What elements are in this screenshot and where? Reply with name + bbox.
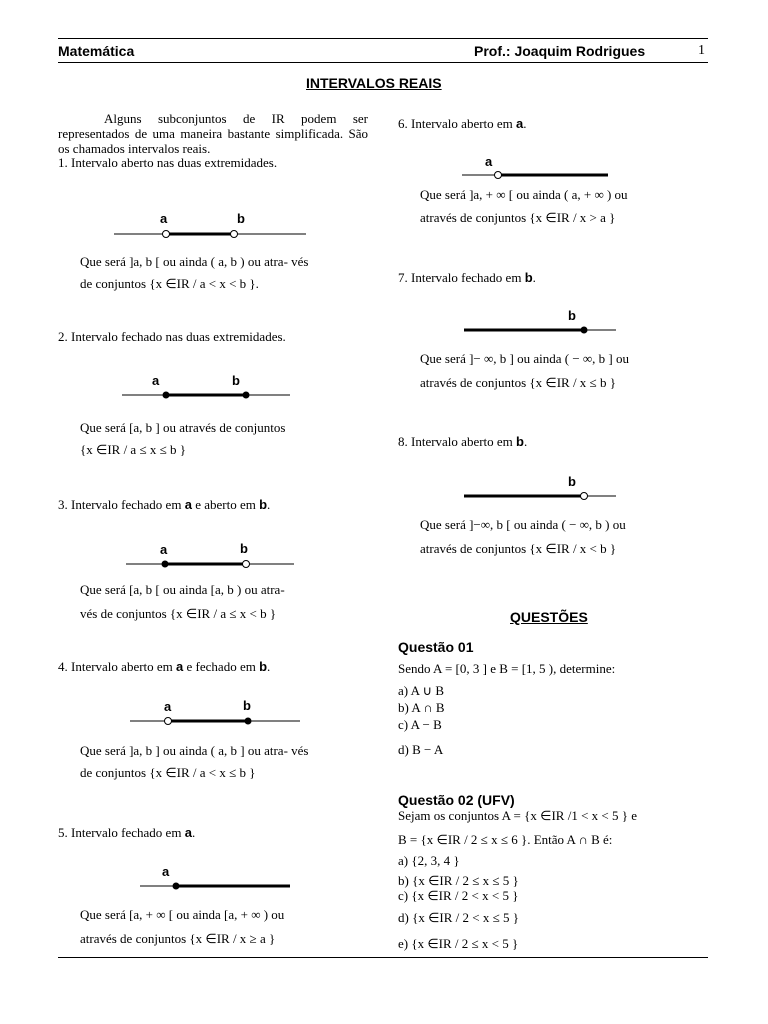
item6-number-line [458, 152, 658, 186]
question1-stem: Sendo A = [0, 3 ] e B = [1, 5 ), determine: [398, 661, 616, 676]
item4-heading: 4. Intervalo aberto em a e fechado em b. [58, 659, 271, 674]
item2-line2: {x ∈IR / a ≤ x ≤ b } [80, 442, 186, 457]
question1-option-d: d) B − A [398, 742, 444, 757]
item5-heading: 5. Intervalo fechado em a. [58, 825, 196, 840]
item2-number-line [118, 372, 318, 406]
question2-stem-line1: Sejam os conjuntos A = {x ∈IR /1 < x < 5 } e [398, 808, 637, 823]
question1-option-c: c) A − B [398, 717, 442, 732]
item5-number-line [136, 862, 336, 896]
question1-option-b: b) A ∩ B [398, 700, 445, 715]
svg-text:b: b [568, 308, 576, 323]
question2-option-c: c) {x ∈IR / 2 < x < 5 } [398, 888, 519, 903]
item7-heading: 7. Intervalo fechado em b. [398, 270, 536, 285]
question2-stem-line2: B = {x ∈IR / 2 ≤ x ≤ 6 }. Então A ∩ B é: [398, 832, 613, 847]
item4-line2: de conjuntos {x ∈IR / a < x ≤ b } [80, 765, 256, 780]
item7-number-line [460, 306, 660, 340]
item1-line1: Que será ]a, b [ ou ainda ( a, b ) ou atra- vés [80, 254, 309, 269]
item4-line1: Que será ]a, b ] ou ainda ( a, b ] ou atra- vés [80, 743, 309, 758]
item8-line1: Que será ]−∞, b [ ou ainda ( − ∞, b ) ou [420, 517, 626, 532]
svg-text:a: a [152, 373, 160, 388]
header-subject: Matemática [58, 43, 135, 59]
page-title: INTERVALOS REAIS [306, 75, 442, 91]
svg-text:a: a [485, 154, 493, 169]
item1-label-a: a [160, 211, 168, 226]
item8-number-line [460, 472, 660, 506]
svg-text:a: a [164, 699, 172, 714]
item6-heading: 6. Intervalo aberto em a. [398, 116, 527, 131]
question1-title: Questão 01 [398, 639, 474, 655]
item8-line2: através de conjuntos {x ∈IR / x < b } [420, 541, 617, 556]
item6-line1: Que será ]a, + ∞ [ ou ainda ( a, + ∞ ) ou [420, 187, 628, 202]
item3-heading: 3. Intervalo fechado em a e aberto em b. [58, 497, 271, 512]
svg-text:b: b [240, 541, 248, 556]
item4-number-line [126, 697, 326, 731]
item3-line2: vés de conjuntos {x ∈IR / a ≤ x < b } [80, 606, 277, 621]
item3-line1: Que será [a, b [ ou ainda [a, b ) ou atra- [80, 582, 285, 597]
item7-line1: Que será ]− ∞, b ] ou ainda ( − ∞, b ] ou [420, 351, 630, 366]
svg-text:a: a [160, 542, 168, 557]
item1-line2: de conjuntos {x ∈IR / a < x < b }. [80, 276, 259, 291]
item7-line2: através de conjuntos {x ∈IR / x ≤ b } [420, 375, 616, 390]
header-teacher: Prof.: Joaquim Rodrigues [474, 43, 646, 59]
item5-line1: Que será [a, + ∞ [ ou ainda [a, + ∞ ) ou [80, 907, 285, 922]
question2-option-e: e) {x ∈IR / 2 ≤ x < 5 } [398, 936, 519, 951]
item8-heading: 8. Intervalo aberto em b. [398, 434, 528, 449]
item2-heading: 2. Intervalo fechado nas duas extremidades. [58, 329, 286, 344]
svg-text:b: b [568, 474, 576, 489]
footer-rule [58, 957, 708, 958]
question2-option-d: d) {x ∈IR / 2 < x ≤ 5 } [398, 910, 519, 925]
item1-heading: 1. Intervalo aberto nas duas extremidades. [58, 155, 278, 170]
svg-text:a: a [162, 864, 170, 879]
header-page-number: 1 [698, 43, 705, 58]
svg-text:b: b [232, 373, 240, 388]
question2-title: Questão 02 (UFV) [398, 792, 515, 808]
svg-text:b: b [243, 698, 251, 713]
item5-line2: através de conjuntos {x ∈IR / x ≥ a } [80, 931, 276, 946]
item6-line2: através de conjuntos {x ∈IR / x > a } [420, 210, 616, 225]
item1-number-line [110, 208, 310, 242]
question2-option-a: a) {2, 3, 4 } [398, 853, 460, 868]
intro-paragraph: Alguns subconjuntos de IR podem ser representados de uma maneira bastante simplificada. São os chamados intervalos reais. [58, 111, 368, 156]
question1-option-a: a) A ∪ B [398, 683, 444, 698]
question2-option-b: b) {x ∈IR / 2 ≤ x ≤ 5 } [398, 873, 519, 888]
questions-title: QUESTÕES [510, 609, 588, 625]
item1-label-b: b [237, 211, 245, 226]
item2-line1: Que será [a, b ] ou através de conjuntos [80, 420, 286, 435]
item3-number-line [122, 540, 322, 574]
header-top-rule [58, 38, 708, 39]
header-bottom-rule [58, 62, 708, 63]
